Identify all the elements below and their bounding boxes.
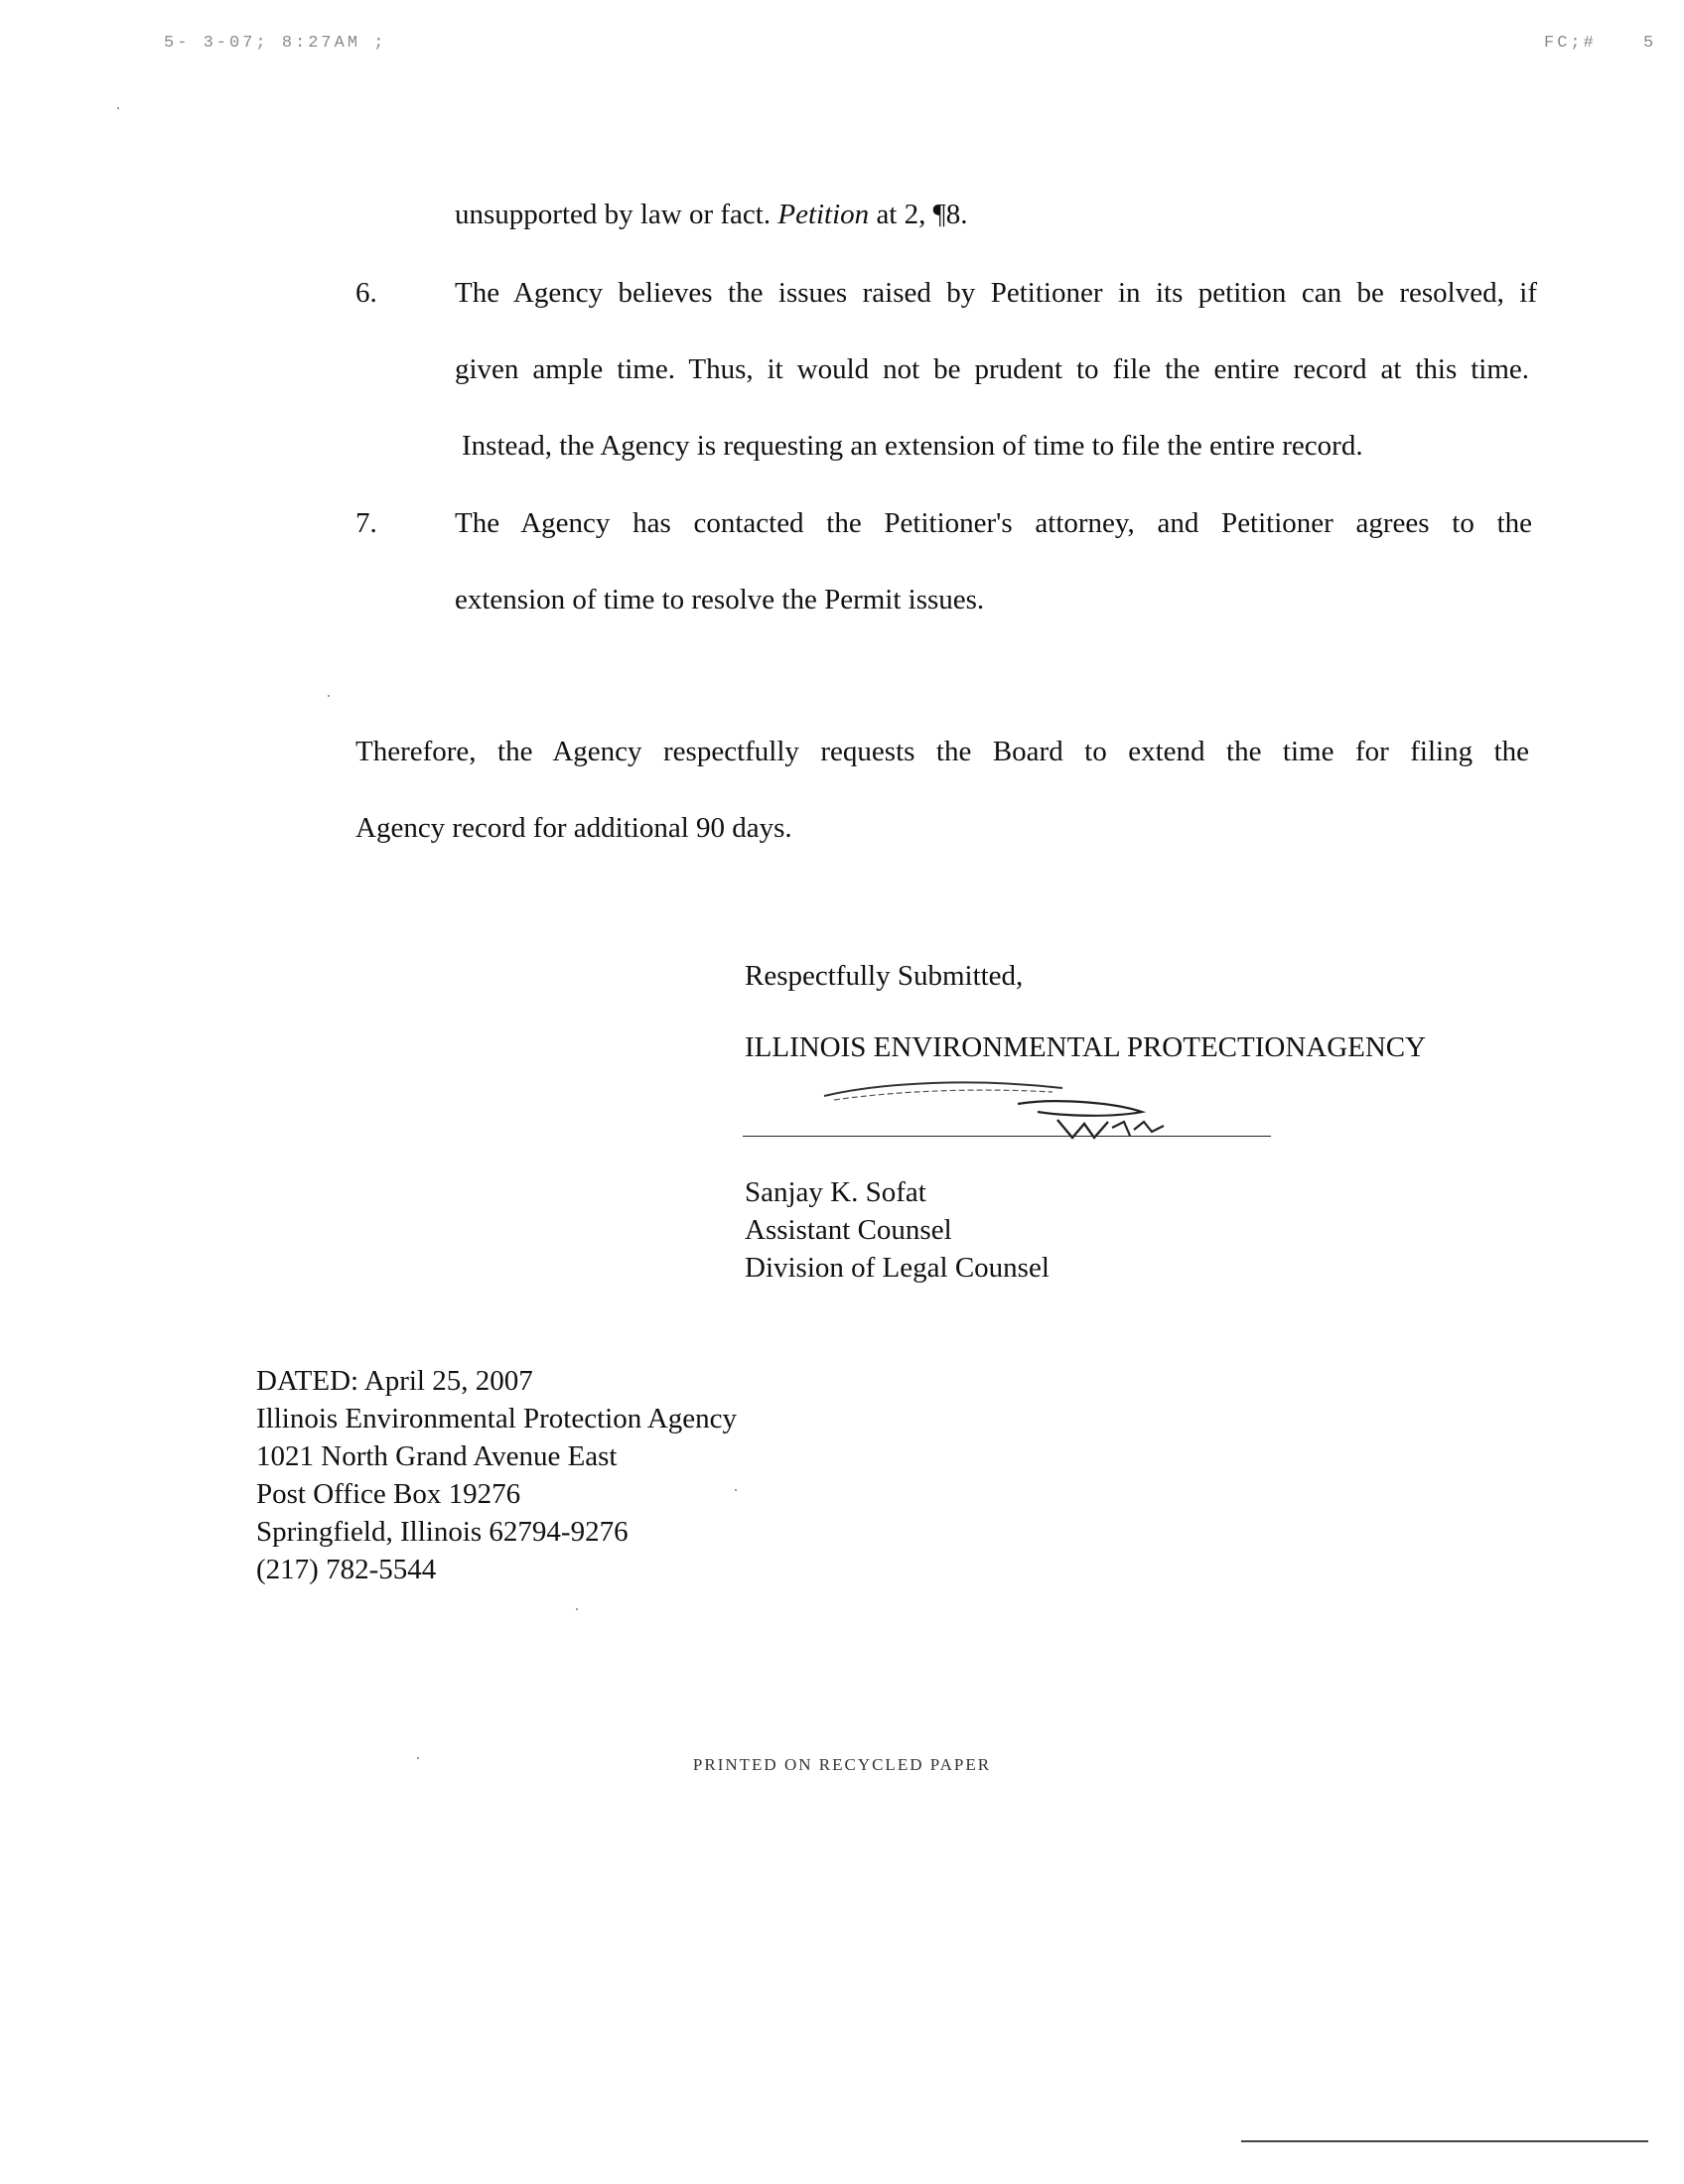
address-organization: Illinois Environmental Protection Agency (256, 1403, 738, 1434)
scan-speck (576, 1608, 578, 1610)
therefore-line-2: Agency record for additional 90 days. (355, 812, 792, 844)
fax-header-timestamp: 5- 3-07; 8:27AM ; (164, 34, 387, 53)
continuation-line (455, 198, 968, 231)
paragraph-7-number: 7. (355, 507, 377, 539)
handwritten-signature (814, 1064, 1231, 1154)
recycled-paper-note: PRINTED ON RECYCLED PAPER (692, 1755, 992, 1774)
paragraph-7-line-1: The Agency has contacted the Petitioner's attorney, and Petitioner agrees to the (455, 507, 1532, 539)
fax-header-page: 5 (1643, 34, 1657, 53)
fax-header-id: FC;# (1544, 34, 1597, 53)
agency-name-caps: ILLINOIS ENVIRONMENTAL PROTECTIONAGENCY (745, 1031, 1427, 1063)
scan-speck (328, 695, 330, 697)
signer-title: Assistant Counsel (745, 1214, 952, 1246)
scan-speck (117, 107, 119, 109)
scan-speck (735, 1489, 737, 1491)
signature-line (743, 1136, 1271, 1137)
paragraph-6-number: 6. (355, 277, 377, 309)
closing-salutation: Respectfully Submitted, (745, 960, 1024, 992)
signer-division: Division of Legal Counsel (745, 1252, 1050, 1284)
continuation-text-after: at 2, ¶8. (869, 199, 968, 230)
petition-citation: Petition (777, 199, 870, 230)
therefore-line-1: Therefore, the Agency respectfully requests the Board to extend the time for filing the (355, 736, 1529, 767)
address-phone: (217) 782-5544 (256, 1554, 437, 1585)
bottom-scan-rule (1241, 2140, 1648, 2142)
signer-name: Sanjay K. Sofat (745, 1176, 926, 1208)
paragraph-7-line-2: extension of time to resolve the Permit issues. (455, 584, 985, 615)
address-city: Springfield, Illinois 62794-9276 (256, 1516, 629, 1548)
dated-line: DATED: April 25, 2007 (256, 1365, 533, 1397)
scan-speck (417, 1757, 419, 1759)
paragraph-6-line-1: The Agency believes the issues raised by Petitioner in its petition can be resolved, if (455, 277, 1537, 309)
address-street: 1021 North Grand Avenue East (256, 1440, 618, 1472)
address-po-box: Post Office Box 19276 (256, 1478, 521, 1510)
continuation-text-before: unsupported by law or fact. (455, 199, 778, 230)
paragraph-6-line-2: given ample time. Thus, it would not be prudent to file the entire record at this time. (455, 353, 1529, 385)
paragraph-6-line-3: Instead, the Agency is requesting an extension of time to file the entire record. (462, 430, 1363, 462)
